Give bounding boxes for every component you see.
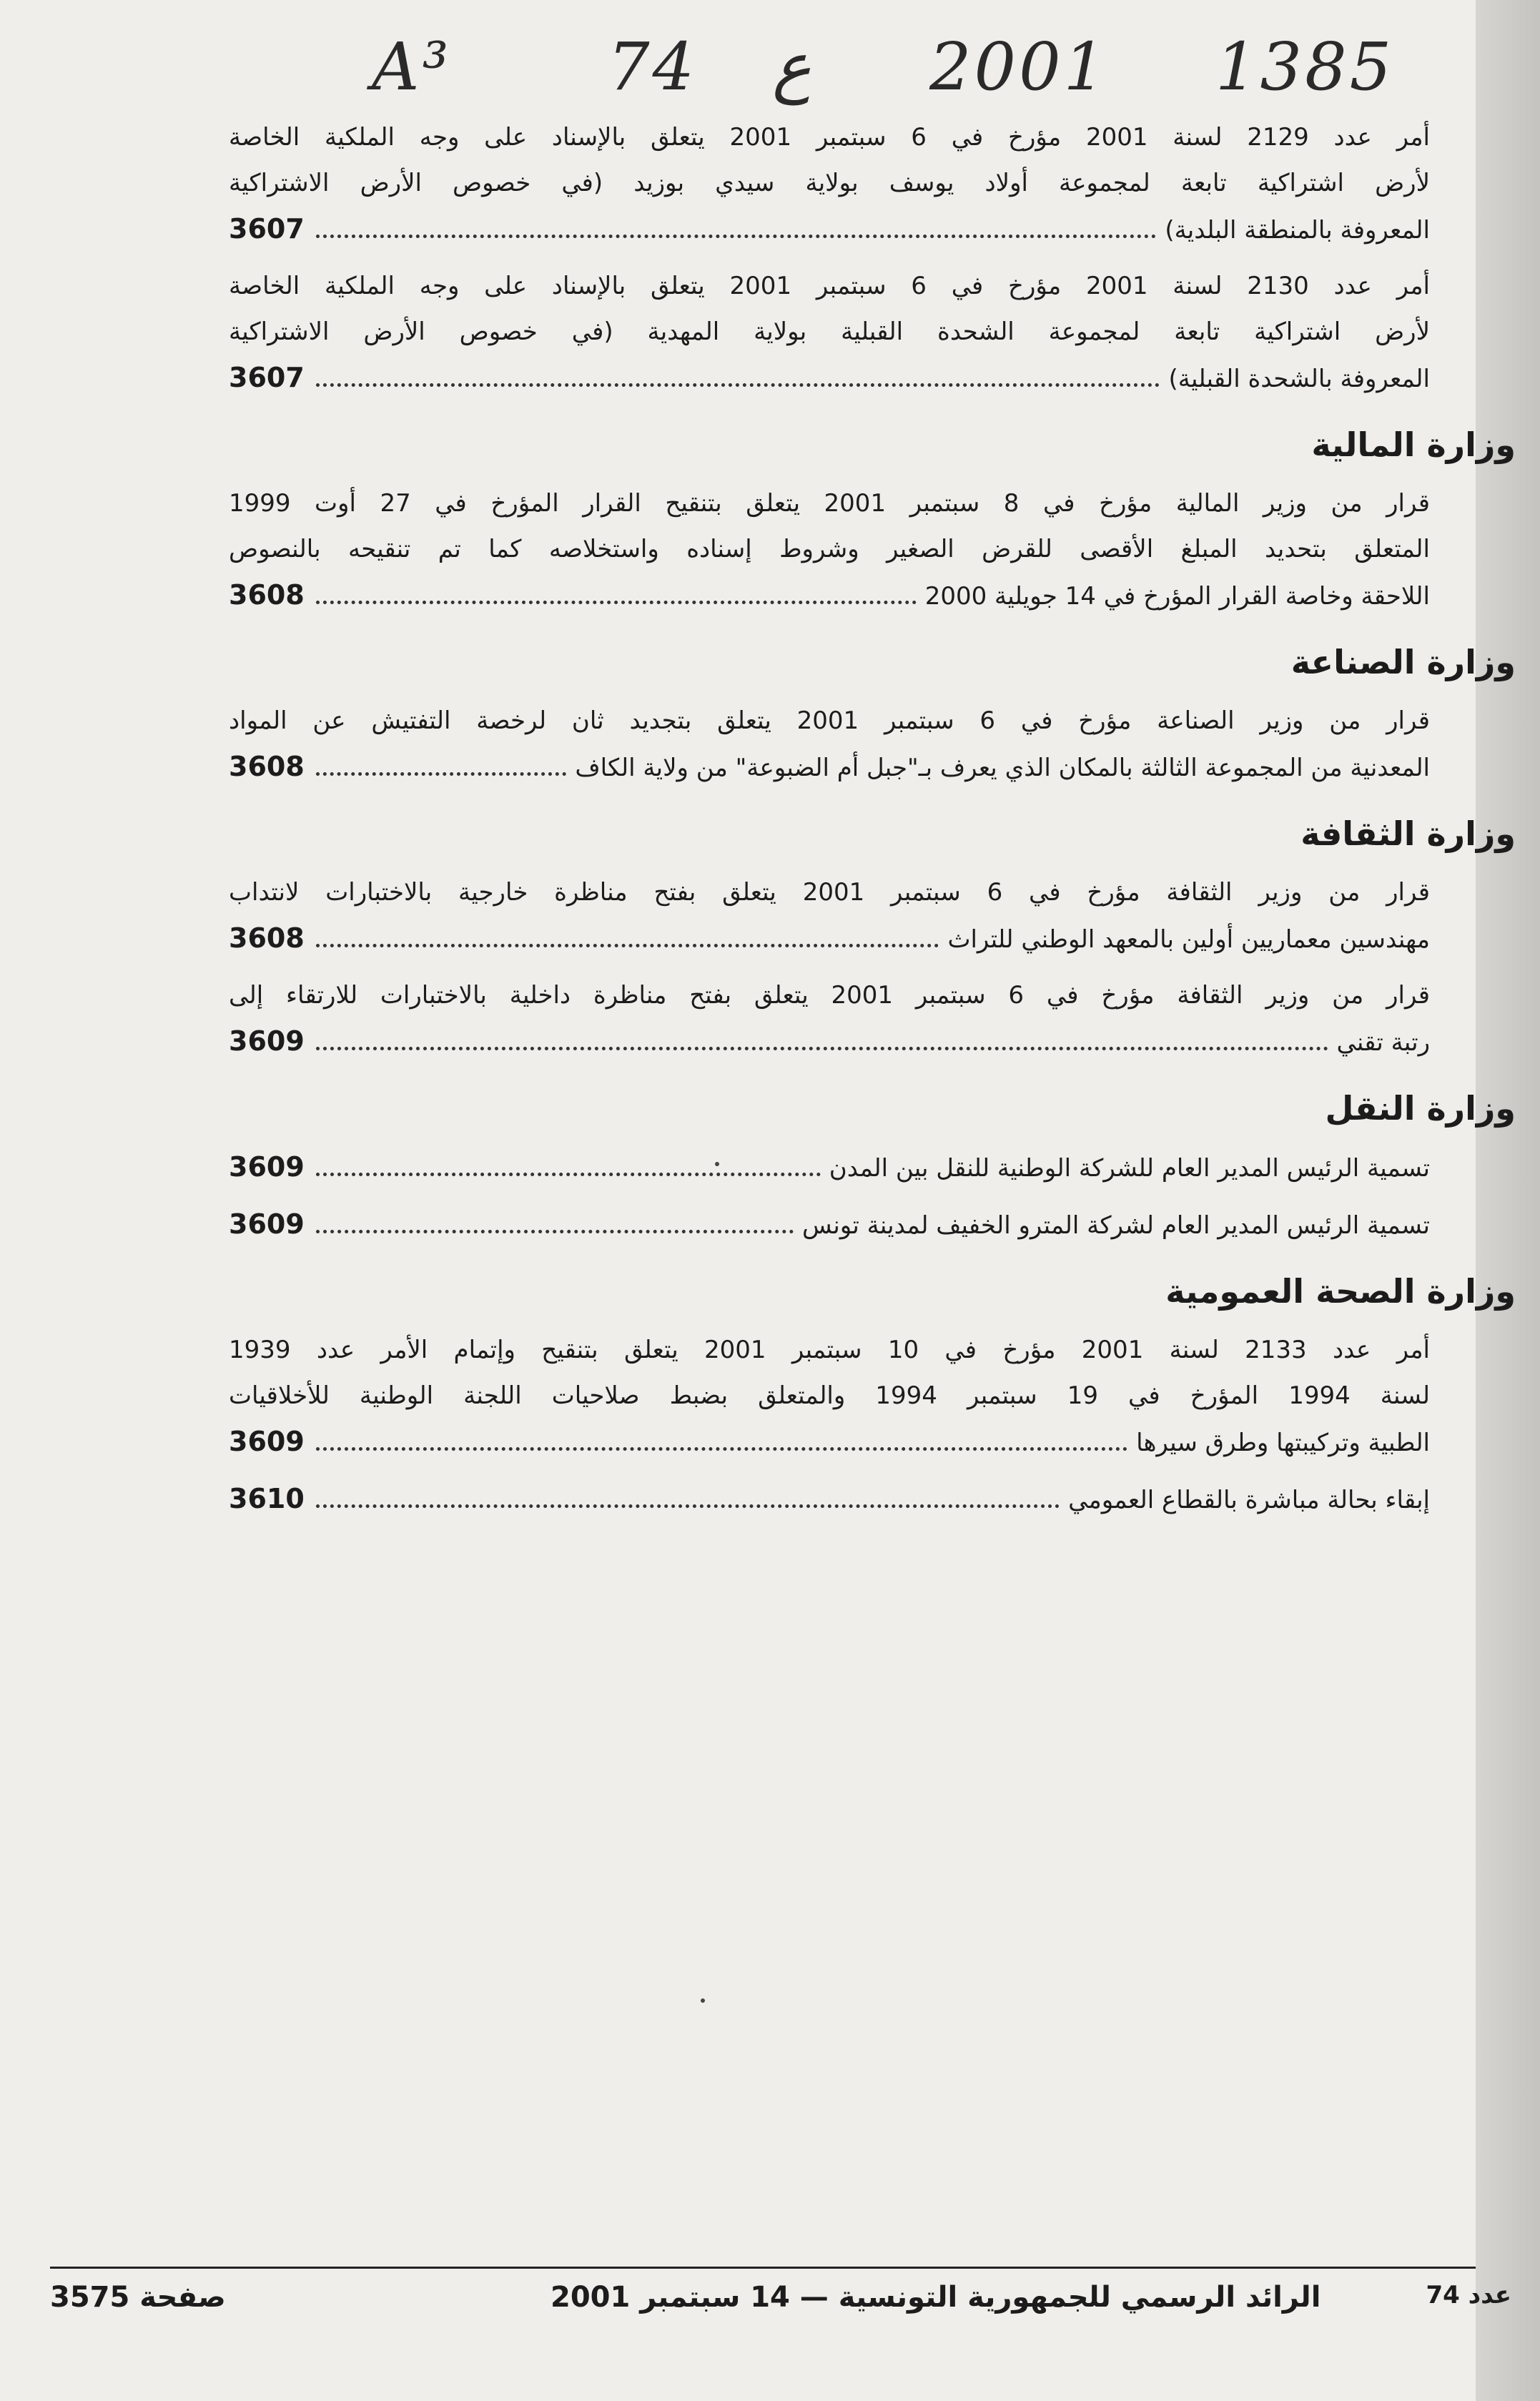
footer-page-number: صفحة 3575	[50, 2281, 226, 2314]
dot-leader	[316, 1047, 1328, 1050]
dot-leader	[316, 1230, 794, 1233]
toc-page-number: 3607	[229, 213, 305, 245]
toc-entry-line: قرار من وزير الثقافة مؤرخ في 6 سبتمبر 2001 يتعلق بفتح مناظرة خارجية بالاختبارات لانتداب	[229, 878, 1430, 907]
toc-entry-line: قرار من وزير الثقافة مؤرخ في 6 سبتمبر 2001 يتعلق بفتح مناظرة داخلية بالاختبارات للارتقاء إلى	[229, 981, 1430, 1010]
toc-entry-line: لأرض اشتراكية تابعة لمجموعة الشحدة القبلية بولاية المهدية (في خصوص الأرض الاشتراكية	[229, 317, 1430, 346]
toc-page-number: 3607	[229, 362, 305, 393]
toc-entry-line: قرار من وزير الصناعة مؤرخ في 6 سبتمبر 2001 يتعلق بتجديد ثان لرخصة التفتيش عن المواد	[229, 706, 1430, 735]
toc-entry-line: قرار من وزير المالية مؤرخ في 8 سبتمبر 2001 يتعلق بتنقيح القرار المؤرخ في 27 أوت 1999	[229, 489, 1430, 518]
table-of-contents	[229, 114, 1516, 1533]
toc-entry-line: أمر عدد 2133 لسنة 2001 مؤرخ في 10 سبتمبر 2001 يتعلق بتنقيح وإتمام الأمر عدد 1939	[229, 1336, 1430, 1364]
toc-entry-last-line	[229, 1144, 1430, 1191]
toc-entry	[229, 1476, 1430, 1523]
toc-page-number: 3609	[229, 1025, 305, 1057]
handwritten-c: ع	[772, 29, 811, 105]
toc-entry-last-line	[229, 355, 1430, 402]
toc-entry	[229, 1327, 1430, 1466]
ministry-heading: وزارة الصحة العمومية	[1165, 1272, 1516, 1311]
handwritten-d: 2001	[929, 29, 1109, 105]
toc-entry-text: تسمية الرئيس المدير العام لشركة المترو الخفيف لمدينة تونس	[801, 1211, 1430, 1240]
handwritten-annotation	[372, 29, 1401, 122]
toc-entry-text: رتبة تقني	[1336, 1028, 1430, 1057]
toc-entry-text: المعروفة بالشحدة القبلية)	[1168, 365, 1430, 393]
toc-page-number: 3609	[229, 1426, 305, 1457]
toc-entry	[229, 263, 1430, 402]
footer-issue-number: عدد 74	[1426, 2281, 1511, 2309]
toc-entry-last-line	[229, 1419, 1430, 1466]
toc-entry-text: الطبية وتركيبتها وطرق سيرها	[1136, 1429, 1430, 1457]
footer-journal-title: الرائد الرسمي للجمهورية التونسية — 14 سبتمبر 2001	[551, 2281, 1321, 2314]
page-footer	[50, 2281, 1511, 2331]
dot-leader	[316, 1173, 821, 1176]
handwritten-a: A³	[372, 29, 452, 105]
dot-leader	[316, 383, 1160, 387]
toc-entry	[229, 1144, 1430, 1191]
toc-entry	[229, 114, 1430, 253]
dot-leader	[316, 235, 1156, 238]
toc-entry-last-line	[229, 572, 1430, 619]
toc-entry-last-line	[229, 1018, 1430, 1065]
dot-leader	[316, 1447, 1127, 1451]
toc-entry-line: لأرض اشتراكية تابعة لمجموعة أولاد يوسف بولاية سيدي بوزيد (في خصوص الأرض الاشتراكية	[229, 169, 1430, 197]
toc-page-number: 3608	[229, 922, 305, 954]
toc-entry-text: المعدنية من المجموعة الثالثة بالمكان الذي يعرف بـ"جبل أم الضبوعة" من ولاية الكاف	[575, 754, 1430, 782]
toc-entry-line: المتعلق بتحديد المبلغ الأقصى للقرض الصغير وشروط إسناده واستخلاصه كما تم تنقيحه بالنصوص	[229, 535, 1430, 563]
scan-speck	[701, 1998, 705, 2003]
toc-page-number: 3608	[229, 751, 305, 782]
toc-entry-last-line	[229, 1201, 1430, 1248]
ministry-heading: وزارة المالية	[1311, 425, 1516, 464]
page-edge-shadow	[1476, 0, 1540, 2401]
toc-entry	[229, 480, 1430, 619]
toc-entry-last-line	[229, 744, 1430, 791]
toc-entry-text: مهندسين معماريين أولين بالمعهد الوطني للتراث	[947, 925, 1430, 954]
toc-entry	[229, 1201, 1430, 1248]
toc-page-number: 3609	[229, 1208, 305, 1240]
toc-entry-last-line	[229, 1476, 1430, 1523]
toc-entry-line: أمر عدد 2130 لسنة 2001 مؤرخ في 6 سبتمبر 2001 يتعلق بالإسناد على وجه الملكية الخاصة	[229, 272, 1430, 300]
toc-page-number: 3609	[229, 1151, 305, 1183]
toc-entry-text: المعروفة بالمنطقة البلدية)	[1165, 216, 1430, 245]
toc-entry	[229, 869, 1430, 962]
toc-entry-text: إبقاء بحالة مباشرة بالقطاع العمومي	[1068, 1486, 1430, 1514]
dot-leader	[316, 772, 566, 776]
toc-entry-text: تسمية الرئيس المدير العام للشركة الوطنية للنقل بين المدن	[829, 1154, 1430, 1183]
dot-leader	[316, 601, 917, 604]
toc-entry-line: لسنة 1994 المؤرخ في 19 سبتمبر 1994 والمتعلق بضبط صلاحيات اللجنة الوطنية للأخلاقيات	[229, 1381, 1430, 1410]
toc-entry-text: اللاحقة وخاصة القرار المؤرخ في 14 جويلية 2000	[924, 582, 1430, 611]
handwritten-e: 1385	[1215, 29, 1395, 105]
toc-entry-last-line	[229, 915, 1430, 962]
toc-entry	[229, 972, 1430, 1065]
handwritten-b: 74	[608, 29, 698, 105]
toc-entry-last-line	[229, 206, 1430, 253]
toc-entry-line: أمر عدد 2129 لسنة 2001 مؤرخ في 6 سبتمبر 2001 يتعلق بالإسناد على وجه الملكية الخاصة	[229, 123, 1430, 152]
dot-leader	[316, 1504, 1060, 1508]
ministry-heading: وزارة الثقافة	[1300, 814, 1516, 853]
toc-page-number: 3610	[229, 1483, 305, 1514]
scan-speck	[715, 1162, 719, 1166]
footer-rule	[50, 2267, 1476, 2269]
dot-leader	[316, 944, 939, 947]
toc-entry	[229, 698, 1430, 791]
ministry-heading: وزارة النقل	[1325, 1089, 1516, 1128]
toc-page-number: 3608	[229, 579, 305, 611]
ministry-heading: وزارة الصناعة	[1290, 643, 1516, 681]
